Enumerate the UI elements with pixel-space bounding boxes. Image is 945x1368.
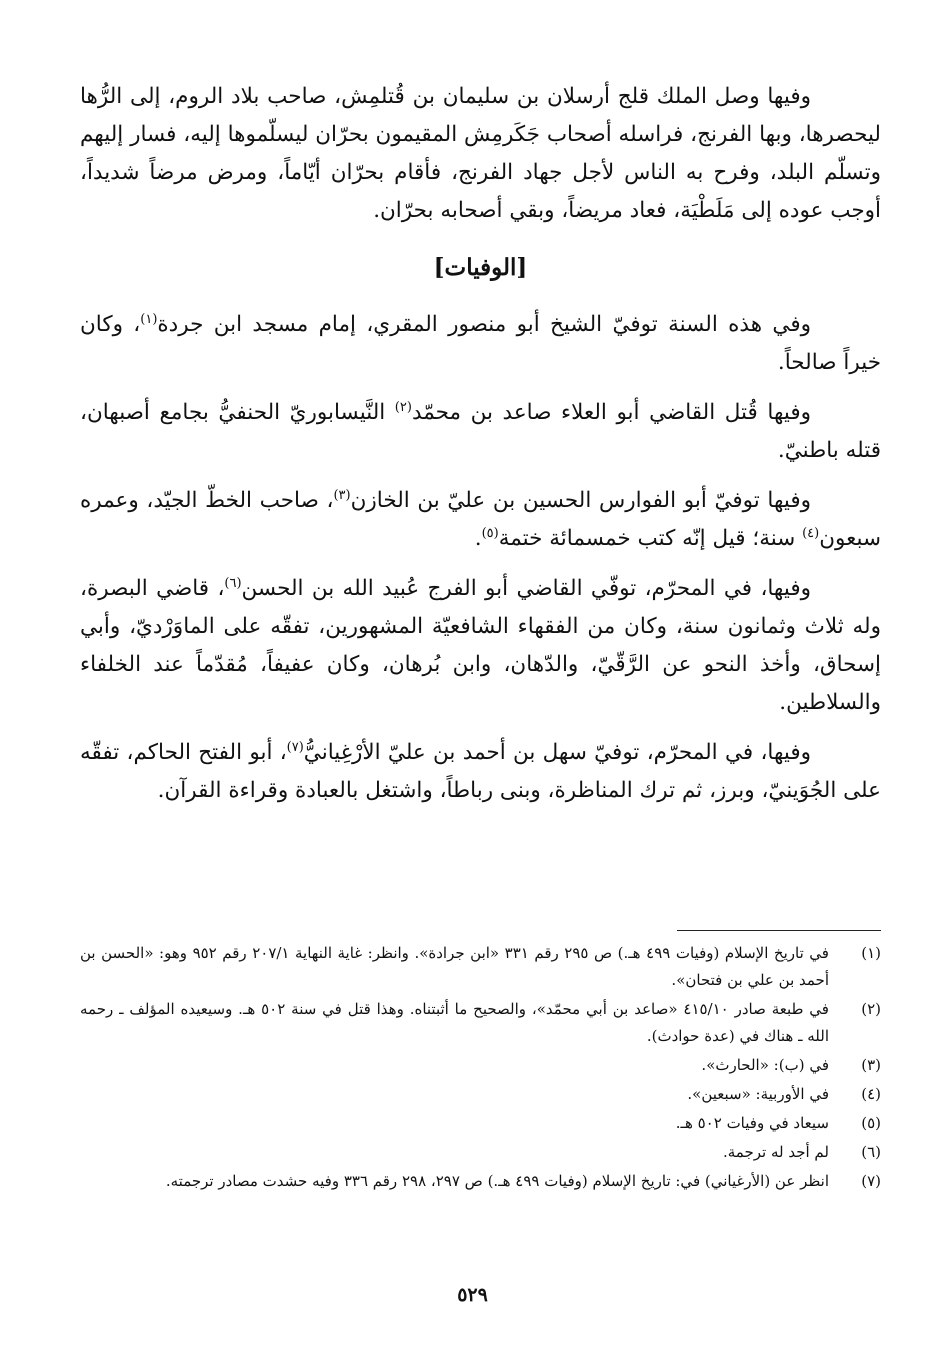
footnote [80,1081,881,1108]
page-number: ٥٢٩ [457,1284,488,1306]
footnote [80,1168,881,1195]
footnote-ref: (٧) [286,739,304,755]
footnote-ref: (٤) [802,525,820,541]
footnote-divider [677,930,881,931]
footnote [80,996,881,1050]
footnote-text: انظر عن (الأرغياني) في: تاريخ الإسلام (وفيات ٤٩٩ هـ.) ص ٢٩٧، ٢٩٨ رقم ٣٣٦ وفيه حشدت مصادر ترجمته. [165,1172,829,1190]
footnote-text: في تاريخ الإسلام (وفيات ٤٩٩ هـ.) ص ٢٩٥ رقم ٣٣١ «ابن جرادة». وانظر: غاية النهاية ٢٠٧/١ رقم ٩٥٢ وهو: «الحسن بن أحمد بن علي بن فتحان». [80,944,829,989]
footnote-text: لم أجد له ترجمة. [723,1143,829,1161]
footnote-number: (٣) [861,1056,881,1074]
footnote-ref: (١) [140,311,158,327]
footnote [80,940,881,994]
footnote-number: (٢) [861,1000,881,1018]
obituary-paragraph: وفيها قُتل القاضي أبو العلاء صاعد بن محمّد$^{(٢)}$ النَّيسابوريّ الحنفيُّ بجامع أصبهان، قتله باطنيّ. [80,399,881,463]
obituary-paragraph: وفيها، في المحرّم، توفيّ سهل بن أحمد بن عليّ الأرْغِيانيُّ$^{(٧)}$، أبو الفتح الحاكم، تفقّه على الجُوَينيّ، وبرز، ثم ترك المناظرة، وبنى رباطاً، واشتغل بالعبادة وقراءة القرآن. [80,739,881,803]
footnote [80,1110,881,1137]
footnote-number: (١) [861,944,881,962]
footnote [80,1052,881,1079]
footnote-ref: (٣) [333,487,351,503]
footnote-text: سيعاد في وفيات ٥٠٢ هـ. [675,1114,829,1132]
footnotes-list [80,940,881,1197]
footnote-ref: (٥) [481,525,499,541]
footnote-number: (٧) [861,1172,881,1190]
obituary-paragraph: وفيها توفيّ أبو الفوارس الحسين بن عليّ بن الخازن$^{(٣)}$، صاحب الخطّ الجيّد، وعمره سبعون$^{(٤)}$ سنة؛ قيل إنّه كتب خمسمائة ختمة$^{(٥)}$. [80,487,881,551]
intro-paragraph: وفيها وصل الملك قلج أرسلان بن سليمان بن قُتلمِش، صاحب بلاد الروم، إلى الرُّها ليحصرها، وبها الفرنج، فراسله أصحاب جَكَرمِش المقيمون بحرّان ليسلّموها إليه، فسار إليهم وتسلّم البلد، وفرح به الناس لأجل جهاد الفرنج، فأقام بحرّان أيّاماً، ومرض مرضاً شديداً، أوجب عوده إلى مَلَطْيَة، فعاد مريضاً، وبقي أصحابه بحرّان. [80,84,881,223]
obituary-paragraph: وفي هذه السنة توفيّ الشيخ أبو منصور المقري، إمام مسجد ابن جردة$^{(١)}$، وكان خيراً صالحاً. [80,311,881,375]
footnote [80,1139,881,1166]
main-text [80,78,881,822]
footnote-ref: (٦) [224,575,242,591]
footnote-number: (٦) [861,1143,881,1161]
section-heading: [الوفيات] [433,254,528,281]
footnote-text: في الأوربية: «سبعين». [687,1085,829,1103]
footnote-number: (٤) [861,1085,881,1103]
footnote-ref: (٢) [394,399,412,415]
footnote-number: (٥) [861,1114,881,1132]
obituary-paragraph: وفيها، في المحرّم، توفّي القاضي أبو الفرج عُبيد الله بن الحسن$^{(٦)}$، قاضي البصرة، وله ثلاث وثمانون سنة، وكان من الفقهاء الشافعيّة المشهورين، تفقّه على الماوَرْديّ، وأبي إسحاق، وأخذ النحو عن الرَّقّيّ، والدّهان، وابن بُرهان، وكان عفيفاً، مُقدّماً عند الخلفاء والسلاطين. [80,575,881,715]
footnote-text: في (ب): «الحارث». [701,1056,829,1074]
footnote-text: في طبعة صادر ٤١٥/١٠ «صاعد بن أبي محمّد»، والصحيح ما أثبتناه. وهذا قتل في سنة ٥٠٢ هـ. وسيعيده المؤلف ـ رحمه الله ـ هناك في (عدة حوادث). [80,1000,829,1045]
